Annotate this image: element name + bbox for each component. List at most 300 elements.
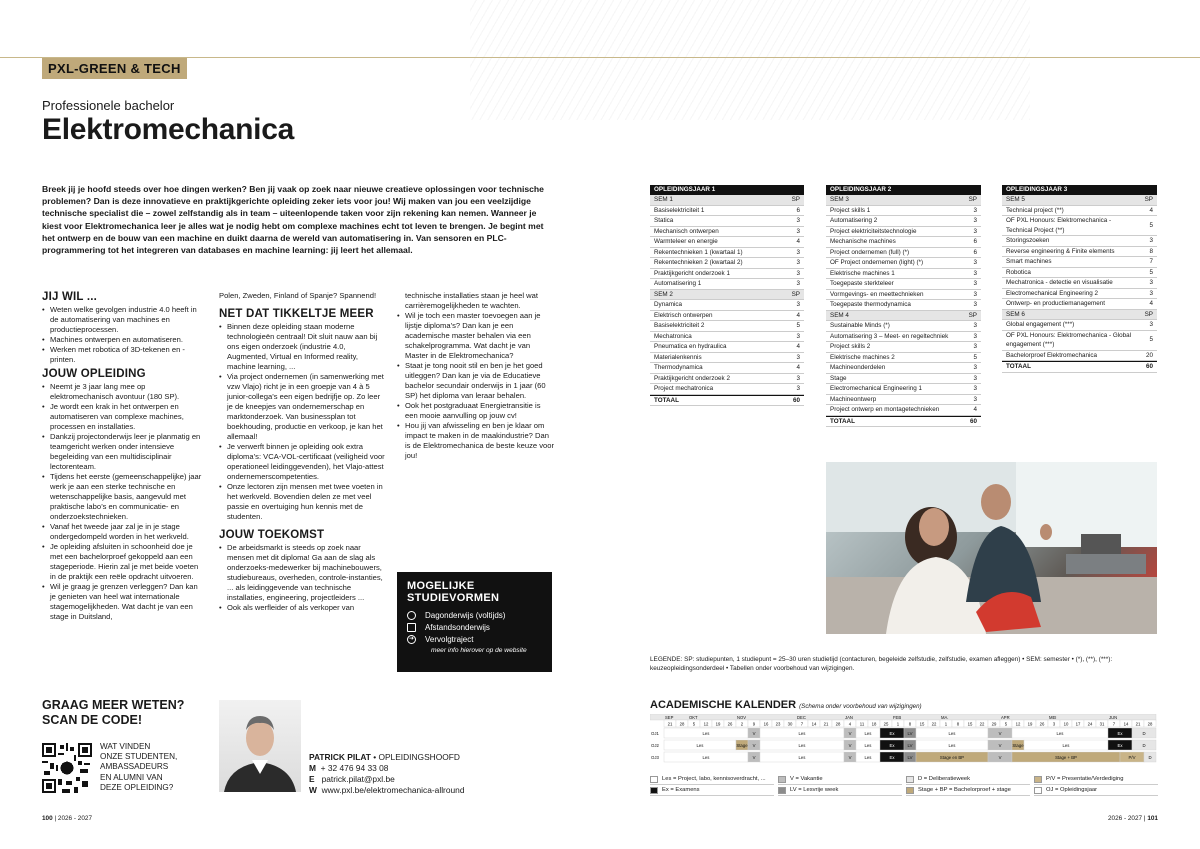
course-row — [1002, 351, 1157, 362]
department-tag: PXL-GREEN & TECH — [42, 58, 187, 79]
footer-right: 2026 - 2027 | 101 — [1107, 815, 1158, 822]
year-table-header: OPLEIDINGSJAAR 1 — [650, 185, 804, 195]
course-sp: 4 — [1149, 206, 1153, 214]
students-lab-photo — [826, 462, 1157, 634]
course-sp: 3 — [796, 227, 800, 235]
day-label: 26 — [1039, 721, 1045, 727]
course-sp: SP — [968, 311, 977, 319]
year-table-header: OPLEIDINGSJAAR 2 — [826, 185, 981, 195]
section-title-opleiding: JOUW OPLEIDING — [42, 368, 146, 380]
course-name: Sustainable Minds (*) — [830, 322, 890, 329]
segment-label: Les — [948, 730, 956, 736]
row-label: OJ1 — [651, 731, 659, 736]
month-label: APR — [1001, 715, 1010, 720]
qr-code[interactable] — [42, 743, 92, 793]
key-label: OJ = Opleidingsjaar — [1046, 787, 1098, 793]
course-sp: 3 — [796, 280, 800, 287]
total-row — [1002, 361, 1157, 373]
course-sp: 60 — [969, 417, 977, 425]
course-sp: 3 — [973, 395, 977, 403]
segment-label: Ex — [889, 742, 895, 748]
course-sp: 3 — [796, 259, 800, 266]
month-label: JUN — [1109, 715, 1118, 720]
list-item: • Wil je toch een master toevoegen aan je lijstje diploma’s? Dan kan je een academische master behalen via een schakelprogramma. Wat dacht je van Master in de Elektromechanica? — [397, 311, 554, 361]
course-name: Warmteleer en energie — [654, 238, 718, 245]
section-title-toekomst: JOUW TOEKOMST — [219, 529, 325, 541]
color-swatch — [778, 776, 786, 783]
list-item: • De arbeidsmarkt is steeds op zoek naar mensen met dit diploma! Ga aan de slag als onderzoeks-medewerker bij machinebouwers, studiebureaus, overheden, controle-instanties, ... als leidinggevende van technische installaties, engineering, projectleiders ... — [219, 543, 387, 603]
course-sp: 3 — [796, 301, 800, 308]
course-row — [650, 248, 804, 259]
segment-label: LV — [907, 730, 913, 736]
course-row — [1002, 216, 1157, 236]
course-name: Elektrisch ontwerpen — [654, 311, 713, 319]
intro-paragraph: Breek jij je hoofd steeds over hoe dingen werken? Ben jij vaak op zoek naar nieuwe creatieve oplossingen voor technische problemen? Dan is deze innovatieve en praktijkgerichte opleiding zeker iets voor jou! Wij maken van jou een veelzijdige technische specialist die – zowel zelfstandig als in team – uiteenlopende taken voor zijn rekening kan nemen. Wanneer je kiest voor Elektromechanica leer je alles wat je nodig hebt om complexe machines echt tot leven te brengen. Je begint met het ontwerp en de bouw van een machine en duikt daarna de wereld van automatisering in. Van sensoren en PLC-programmering tot het integreren van databases en machine learning: jij leert het allemaal. — [42, 184, 544, 256]
segment-label: V — [998, 730, 1002, 736]
course-name: SEM 2 — [654, 290, 673, 298]
day-label: 19 — [715, 721, 721, 727]
course-sp: 60 — [792, 396, 800, 404]
more-info-link[interactable]: meer info hierover op de website — [431, 647, 527, 654]
segment-label: Les — [702, 730, 710, 736]
course-sp: 3 — [973, 269, 977, 277]
course-row — [826, 332, 981, 343]
course-name: OF PXL Honours: Elektromechanica - Technical Project (**) — [1006, 217, 1112, 234]
contact-email[interactable]: patrick.pilat@pxl.be — [321, 774, 395, 784]
day-label: 9 — [752, 721, 756, 727]
course-name: Project skills 2 — [830, 343, 871, 350]
section-title-tikkeltje: NET DAT TIKKELTJE MEER — [219, 308, 374, 320]
month-header — [650, 714, 1156, 720]
semester-row — [826, 195, 981, 206]
contact-website[interactable]: www.pxl.be/elektromechanica-allround — [321, 785, 465, 795]
course-row — [1002, 257, 1157, 268]
course-name: TOTAAL — [830, 417, 855, 425]
list-column-3 — [397, 311, 554, 461]
course-sp: SP — [968, 196, 977, 203]
list-item: • Ook als werfleider of als verkoper van — [219, 603, 387, 613]
course-row — [1002, 299, 1157, 310]
footer-left: 100 | 2026 - 2027 — [42, 815, 93, 822]
list-item: • Werken met robotica of 3D-tekenen en -printen. — [42, 345, 204, 365]
course-sp: SP — [1144, 310, 1153, 318]
course-name: Project mechatronica — [654, 385, 714, 392]
page-title: Elektromechanica — [42, 113, 294, 146]
course-name: Toegepaste sterkteleer — [830, 280, 894, 287]
day-label: 18 — [871, 721, 877, 727]
course-sp: 4 — [796, 343, 800, 350]
course-row — [650, 258, 804, 269]
course-sp: 3 — [796, 374, 800, 382]
course-sp: 6 — [796, 206, 800, 214]
key-label: V = Vakantie — [790, 776, 823, 782]
day-label: 19 — [1027, 721, 1033, 727]
year-table-1 — [650, 185, 804, 406]
course-row — [650, 332, 804, 343]
course-sp: 8 — [1149, 247, 1153, 255]
month-label: FEB — [893, 715, 902, 720]
day-label: 2 — [740, 721, 744, 727]
calendar-key — [650, 774, 1158, 796]
segment-label: Les — [1062, 742, 1070, 748]
course-row — [650, 300, 804, 311]
course-row — [826, 374, 981, 385]
course-row — [826, 216, 981, 227]
list-item: • Binnen deze opleiding staan moderne technologieën centraal! Dit sluit nauw aan bij ons eigen onderzoek (industrie 4.0, Augmented, Virtual en Informed reality, machine learning, ... — [219, 322, 387, 372]
segment-label: V — [998, 742, 1002, 748]
calendar-note: (Schema onder voorbehoud van wijzigingen) — [799, 703, 922, 710]
list-item: • Je verwerft binnen je opleiding ook extra diploma’s: VCA-VOL-certificaat (veiligheid voor operationeel leidinggevenden), het Vlajo-attest ondernemerscompetenties. — [219, 442, 387, 482]
course-name: OF Project ondernemen (light) (*) — [830, 259, 924, 266]
course-sp: 3 — [973, 206, 977, 214]
course-name: Pneumatica en hydraulica — [654, 343, 727, 350]
segment-label: V — [848, 742, 852, 748]
course-name: Global engagement (***) — [1006, 321, 1075, 328]
course-sp: 3 — [796, 217, 800, 224]
segment-label: V — [752, 742, 756, 748]
contact-phone[interactable]: + 32 476 94 33 08 — [320, 763, 389, 773]
day-label: 22 — [979, 721, 985, 727]
total-row — [826, 416, 981, 428]
program-subtitle: Professionele bachelor — [42, 98, 175, 113]
course-sp: 5 — [796, 322, 800, 329]
course-row — [826, 321, 981, 332]
course-sp: 7 — [1149, 258, 1153, 265]
color-swatch — [906, 776, 914, 783]
color-swatch — [1034, 787, 1042, 794]
month-label: MEI — [1049, 715, 1057, 720]
segment-label: D — [1142, 742, 1146, 748]
day-label: 11 — [859, 721, 865, 727]
list-item: • Onze lectoren zijn mensen met twee voeten in het werkveld. Bovendien delen ze met veel passie en overtuiging hun kennis met de studenten. — [219, 482, 387, 522]
course-row — [1002, 268, 1157, 279]
course-name: SEM 5 — [1006, 196, 1025, 203]
course-sp: 3 — [973, 217, 977, 224]
course-row — [826, 342, 981, 353]
list-item: • Staat je tong nooit stil en ben je het goed uitleggen? Dan kan je via de Educatieve bachelor secundair onderwijs in 1 jaar (60 SP) het diploma van leraar behalen. — [397, 361, 554, 401]
course-row — [1002, 320, 1157, 331]
day-label: 25 — [883, 721, 889, 727]
day-label: 30 — [787, 721, 793, 727]
course-name: Ontwerp- en productiemanagement — [1006, 300, 1106, 307]
day-label: 10 — [1063, 721, 1069, 727]
column-1 — [42, 288, 204, 622]
calendar-key-item — [1034, 774, 1158, 785]
day-label: 15 — [919, 721, 925, 727]
day-label: 8 — [956, 721, 960, 727]
course-sp: 4 — [973, 406, 977, 413]
portrait-photo — [219, 700, 301, 792]
list-opleiding — [42, 382, 204, 622]
course-row — [826, 269, 981, 280]
day-label: 5 — [692, 721, 696, 727]
academic-calendar — [650, 714, 1158, 766]
course-sp: 3 — [1149, 237, 1153, 244]
month-label: OKT — [689, 715, 698, 720]
day-label: 21 — [667, 721, 673, 727]
day-label: 3 — [1052, 721, 1056, 727]
course-row — [650, 374, 804, 385]
course-name: Dynamica — [654, 301, 682, 308]
course-name: Electromechanical Engineering 1 — [830, 385, 923, 392]
course-name: Automatisering 1 — [654, 280, 702, 287]
course-row — [650, 237, 804, 248]
course-sp: 5 — [973, 353, 977, 361]
course-row — [650, 227, 804, 238]
day-label: 24 — [1087, 721, 1093, 727]
column-2 — [219, 291, 387, 613]
segment-label: Stage — [736, 742, 748, 748]
decorative-hatch — [470, 0, 1030, 120]
key-label: Ex = Examens — [662, 787, 700, 793]
studievorm-dagonderwijs[interactable]: Dagonderwijs (voltijds) — [407, 609, 542, 621]
list-item: • Wil je graag je grenzen verleggen? Dan kan je genieten van heel wat internationale stagemogelijkheden. Wat dacht je van een stage in Duitsland, — [42, 582, 204, 622]
key-label: D = Deliberatieweek — [918, 776, 971, 782]
course-row — [650, 342, 804, 353]
course-row — [650, 269, 804, 280]
course-sp: SP — [791, 196, 800, 203]
day-label: 7 — [1112, 721, 1116, 727]
calendar-key-item — [906, 774, 1030, 785]
course-name: SEM 4 — [830, 311, 849, 319]
course-name: Automatisering 2 — [830, 217, 878, 224]
course-sp: 3 — [796, 332, 800, 340]
list-item: • Ook het postgraduaat Energietransitie is een mooie aanvulling op jouw cv! — [397, 401, 554, 421]
month-label: JAN — [845, 715, 853, 720]
course-sp: 6 — [973, 248, 977, 256]
segment-label: Les — [864, 742, 872, 748]
list-toekomst — [219, 543, 387, 613]
course-sp: 4 — [796, 311, 800, 319]
day-label: 29 — [991, 721, 997, 727]
list-item: • Neemt je 3 jaar lang mee op elektromechanisch avontuur (180 SP). — [42, 382, 204, 402]
day-label: 8 — [908, 721, 912, 727]
key-label: Les = Project, labo, kennisoverdracht, ... — [662, 776, 766, 782]
year-table-2 — [826, 185, 981, 427]
month-label: DEC — [797, 715, 806, 720]
list-item: • Je wordt een krak in het ontwerpen en automatiseren van complexe machines, processen en installaties. — [42, 402, 204, 432]
course-name: Basiselektriciteit 1 — [654, 206, 705, 214]
studievormen-box — [397, 572, 552, 672]
course-row — [650, 216, 804, 227]
segment-label: D — [1148, 754, 1152, 760]
course-sp: 3 — [1149, 321, 1153, 328]
section-title-jij-wil: JIJ WIL ... — [42, 291, 98, 303]
course-name: Machineontwerp — [830, 395, 877, 403]
day-label: 26 — [727, 721, 733, 727]
calendar-key-item — [1034, 785, 1158, 796]
course-sp: 6 — [973, 238, 977, 245]
semester-row — [1002, 195, 1157, 206]
segment-label: Les — [864, 730, 872, 736]
course-name: Project elektriciteitstechnologie — [830, 227, 917, 235]
course-sp: 3 — [1149, 289, 1153, 297]
course-sp: 3 — [973, 290, 977, 298]
course-name: TOTAAL — [654, 396, 679, 404]
list-item: • Weten welke gevolgen industrie 4.0 heeft in de automatisering van machines en productieprocessen. — [42, 305, 204, 335]
course-row — [650, 279, 804, 290]
day-label: 7 — [800, 721, 804, 727]
year-table-3 — [1002, 185, 1157, 373]
studievormen-title: MOGELIJKE STUDIEVORMEN — [407, 580, 500, 604]
course-name: Thermodynamica — [654, 364, 703, 371]
calendar-key-item — [650, 774, 774, 785]
day-label: 28 — [835, 721, 841, 727]
segment-label: Ex — [889, 730, 895, 736]
course-row — [650, 321, 804, 332]
course-row — [826, 248, 981, 259]
course-row — [826, 290, 981, 301]
course-sp: SP — [791, 290, 800, 298]
list-item: • Je opleiding afsluiten in schoonheid doe je met een bachelorproef gekoppeld aan een stageperiode. Hierin zal je met beide voeten in de praktijk een reële opdracht uitvoeren. — [42, 542, 204, 582]
screen-icon — [407, 623, 416, 632]
day-label: 5 — [1004, 721, 1008, 727]
key-label: P/V = Presentatie/Verdediging — [1046, 776, 1124, 782]
course-sp: 5 — [1149, 268, 1153, 276]
course-sp: 4 — [796, 364, 800, 371]
course-name: Mechanische machines — [830, 238, 896, 245]
course-sp: 60 — [1145, 363, 1153, 370]
calendar-key-item — [650, 785, 774, 796]
segment-label: Ex — [1117, 730, 1123, 736]
day-label: 1 — [944, 721, 948, 727]
studievorm-vervolgtraject[interactable]: ➜ Vervolgtraject — [408, 634, 474, 644]
course-row — [826, 258, 981, 269]
course-sp: 3 — [973, 259, 977, 266]
row-label: OJ3 — [651, 755, 659, 760]
course-sp: 3 — [973, 301, 977, 308]
course-sp: 4 — [1149, 300, 1153, 307]
segment-label: V — [848, 730, 852, 736]
course-sp: 3 — [796, 269, 800, 277]
course-sp: 3 — [973, 227, 977, 235]
day-label: 31 — [1099, 721, 1105, 727]
segment-label: Les — [1056, 730, 1064, 736]
color-swatch — [650, 776, 658, 783]
course-name: Electromechanical Engineering 2 — [1006, 289, 1099, 297]
day-label: 14 — [811, 721, 817, 727]
circle-icon — [407, 611, 416, 620]
list-item: • Tijdens het eerste (gemeenschappelijke) jaar werk je aan een sterke technische en wetenschappelijke basis, aangevuld met praktische labo’s en communicatie- en onderzoekstechnieken. — [42, 472, 204, 522]
list-item: • Machines ontwerpen en automatiseren. — [42, 335, 204, 345]
course-name: Statica — [654, 217, 674, 224]
arrow-right-icon: ➜ — [408, 635, 415, 642]
course-name: Rekentechnieken 2 (kwartaal 2) — [654, 259, 743, 266]
column-continuation: Polen, Zweden, Finland of Spanje? Spannend! — [219, 291, 377, 300]
calendar-key-item — [778, 774, 902, 785]
day-label: 17 — [1075, 721, 1081, 727]
course-name: Automatisering 3 – Meet- en regeltechniek — [830, 332, 949, 340]
course-sp: 3 — [1149, 279, 1153, 286]
calendar-key-item — [778, 785, 902, 796]
list-jij-wil — [42, 305, 204, 365]
semester-row — [650, 195, 804, 206]
segment-label: Stage en BP — [939, 754, 965, 760]
column-3 — [397, 291, 554, 461]
course-name: Praktijkgericht onderzoek 2 — [654, 374, 730, 382]
list-item: • Hou jij van afwisseling en ben je klaar om impact te maken in de maakindustrie? Dan is de Elektromechanica de beste keuze voor jou! — [397, 421, 554, 461]
day-label: 22 — [931, 721, 937, 727]
course-name: Mechatronica - detectie en visualisatie — [1006, 279, 1113, 286]
course-name: Project skills 1 — [830, 206, 871, 214]
course-name: Elektrische machines 1 — [830, 269, 895, 277]
month-label: SEP — [665, 715, 674, 720]
studievorm-afstandsonderwijs[interactable]: Afstandsonderwijs — [407, 621, 542, 633]
course-sp: 3 — [796, 385, 800, 392]
course-name: Project ontwerp en montagetechnieken — [830, 406, 940, 413]
course-name: OF PXL Honours: Elektromechanica - Global engagement (***) — [1006, 331, 1132, 348]
course-name: Vormgevings- en meettechnieken — [830, 290, 924, 298]
course-sp: 3 — [973, 332, 977, 340]
course-row — [1002, 278, 1157, 289]
course-sp: 3 — [973, 343, 977, 350]
color-swatch — [650, 787, 658, 794]
course-sp: 3 — [973, 364, 977, 371]
segment-label: Les — [696, 742, 704, 748]
course-row — [826, 227, 981, 238]
semester-row — [826, 311, 981, 322]
color-swatch — [1034, 776, 1042, 783]
course-name: Materialenkennis — [654, 353, 702, 361]
table-legend: LEGENDE: SP: studiepunten, 1 studiepunt = 25–30 uren studietijd (contacturen, begeleide zelfstudie, zelfstudie, examen afleggen) • SEM: semester • (*), (**), (***): keuzeopleidingsonderdeel • Tabellen onder voorbehoud van wijzigingen. — [650, 656, 1113, 672]
day-label: 15 — [967, 721, 973, 727]
course-sp: 3 — [796, 353, 800, 361]
day-label: 12 — [703, 721, 709, 727]
month-label: NOV — [737, 715, 747, 720]
segment-label: Les — [798, 730, 806, 736]
segment-label: Les — [948, 742, 956, 748]
course-row — [1002, 331, 1157, 351]
course-row — [1002, 206, 1157, 217]
key-label: Stage + BP = Bachelorproef + stage — [918, 787, 1011, 793]
course-row — [650, 353, 804, 364]
course-sp: 5 — [1149, 221, 1153, 229]
course-row — [826, 279, 981, 290]
list-item: • Vanaf het tweede jaar zal je in je stage ondergedompeld worden in het werkveld. — [42, 522, 204, 542]
course-row — [1002, 247, 1157, 258]
course-row — [826, 300, 981, 311]
course-name: Stage — [830, 374, 847, 382]
day-label: 21 — [823, 721, 829, 727]
course-row — [826, 206, 981, 217]
course-sp: 3 — [973, 385, 977, 392]
course-sp: 4 — [796, 238, 800, 245]
segment-label: Stage + BP — [1055, 754, 1077, 760]
course-name: Rekentechnieken 1 (kwartaal 1) — [654, 248, 743, 256]
course-name: Mechanisch ontwerpen — [654, 227, 719, 235]
segment-label: LV — [907, 742, 913, 748]
course-name: Praktijkgericht onderzoek 1 — [654, 269, 730, 277]
course-name: SEM 1 — [654, 196, 673, 203]
course-sp: 3 — [796, 248, 800, 256]
total-row — [650, 395, 804, 407]
course-row — [1002, 236, 1157, 247]
course-row — [826, 395, 981, 406]
qr-caption: WAT VINDEN ONZE STUDENTEN, AMBASSADEURS EN ALUMNI VAN DEZE OPLEIDING? — [100, 742, 178, 792]
day-label: 4 — [848, 721, 852, 727]
segment-label: LV — [907, 754, 913, 760]
list-tikkeltje — [219, 322, 387, 522]
day-label: 23 — [775, 721, 781, 727]
course-sp: 3 — [973, 280, 977, 287]
course-row — [650, 384, 804, 395]
segment-label: Les — [798, 754, 806, 760]
course-name: Reverse engineering & Finite elements — [1006, 247, 1115, 255]
course-name: Robotica — [1006, 268, 1031, 276]
course-name: Storingszoeken — [1006, 237, 1050, 244]
list-item: • Via project ondernemen (in samenwerking met vzw Vlajo) richt je in een groepje van 4 à 5 junior-collega’s een eigen bedrijfje op. Zo leer je de kneepjes van ondernemerschap en marktonderzoek. Van businessplan tot boekhouding, productie en verkoop, je kan het allemaal! — [219, 372, 387, 442]
course-name: Smart machines — [1006, 258, 1052, 265]
